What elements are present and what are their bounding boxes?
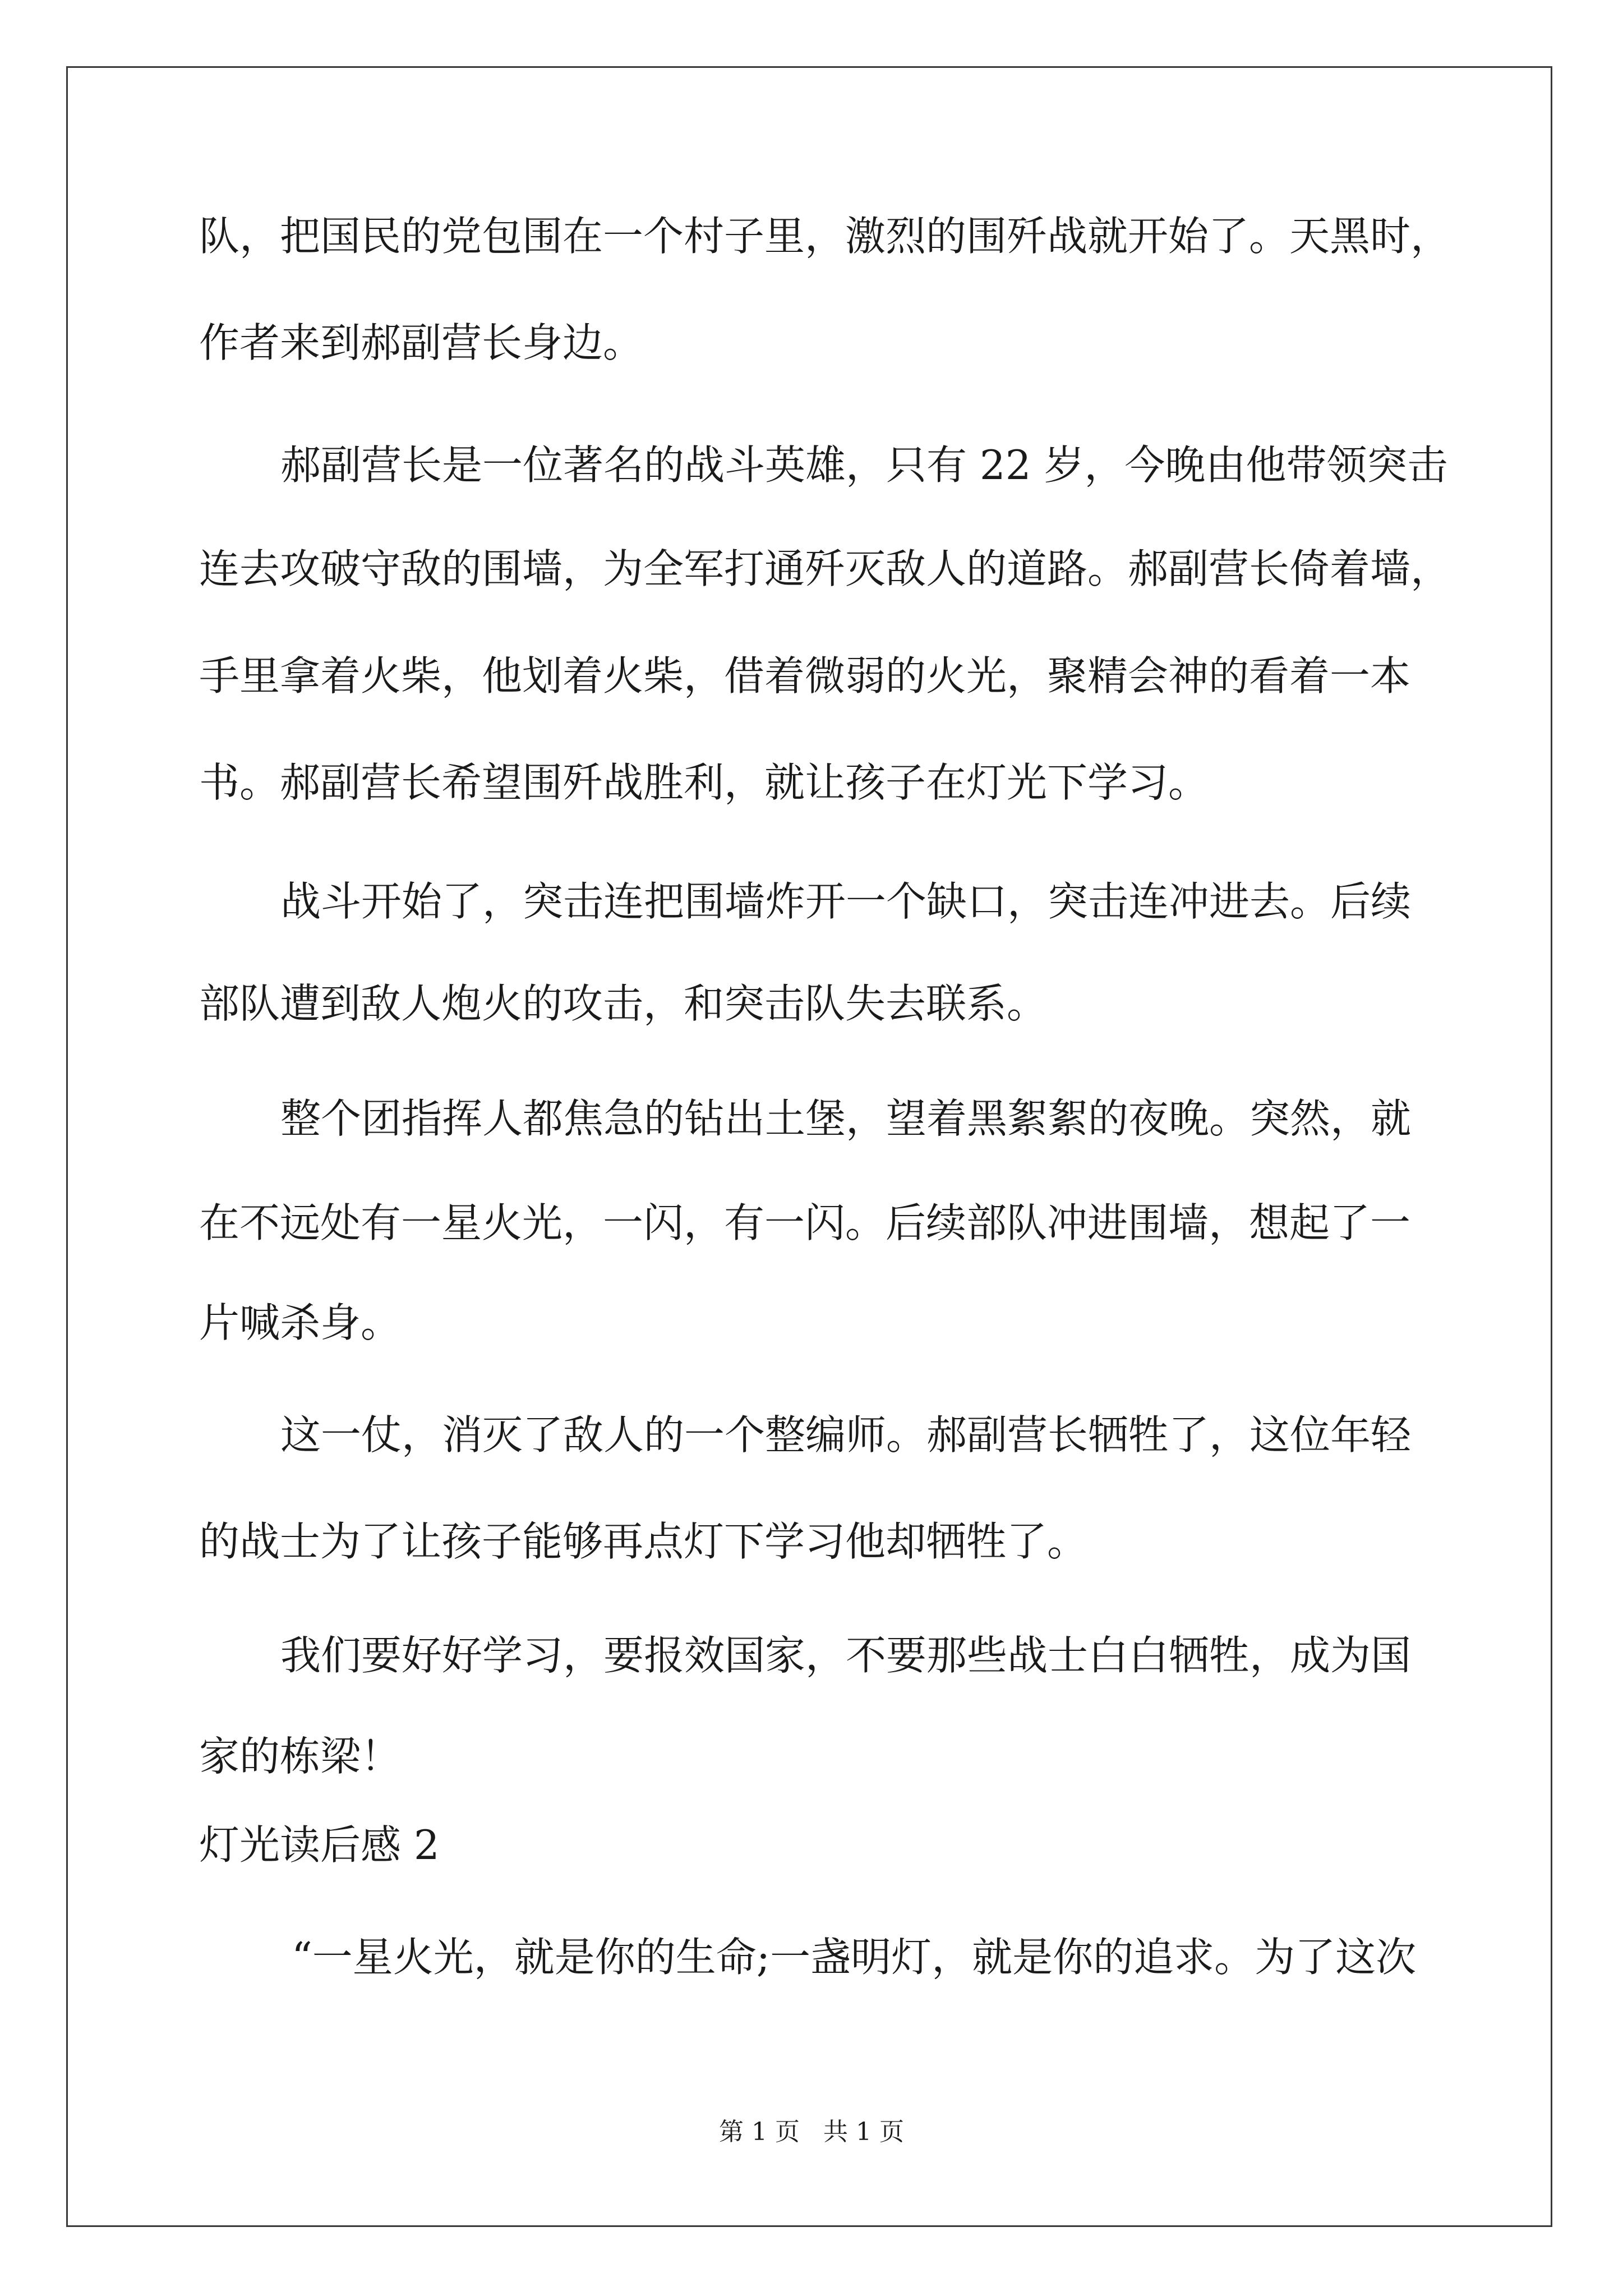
paragraph-line: 整个团指挥人都焦急的钻出土堡，望着黑絮絮的夜晚。突然，就	[280, 1095, 1412, 1142]
paragraph-line: 家的栋梁！	[199, 1733, 402, 1780]
paragraph-line: 战斗开始了，突击连把围墙炸开一个缺口，突击连冲进去。后续	[280, 878, 1412, 925]
quote-line: “一星火光，就是你的生命;一盏明灯，就是你的追求。为了这次	[292, 1934, 1417, 1981]
paragraph-line: 手里拿着火柴，他划着火柴，借着微弱的火光，聚精会神的看着一本	[199, 652, 1411, 700]
paragraph-line: 连去攻破守敌的围墙，为全军打通歼灭敌人的道路。郝副营长倚着墙，	[199, 545, 1451, 592]
paragraph-line: 作者来到郝副营长身边。	[199, 319, 644, 366]
section-title: 灯光读后感 2	[199, 1821, 440, 1869]
paragraph-line: 部队遭到敌人炮火的攻击，和突击队失去联系。	[199, 980, 1048, 1027]
paragraph-line: 队，把国民的党包围在一个村子里，激烈的围歼战就开始了。天黑时，	[199, 213, 1451, 260]
paragraph-line: 这一仗，消灭了敌人的一个整编师。郝副营长牺牲了，这位年轻	[280, 1411, 1412, 1458]
paragraph-line: 我们要好好学习，要报效国家，不要那些战士白白牺牲，成为国	[280, 1632, 1412, 1679]
paragraph-line: 在不远处有一星火光，一闪，有一闪。后续部队冲进围墙，想起了一	[199, 1199, 1411, 1246]
paragraph-line: 书。郝副营长希望围歼战胜利，就让孩子在灯光下学习。	[199, 759, 1209, 806]
paragraph-line: 片喊杀身。	[199, 1299, 402, 1346]
page-footer: 第 1 页 共 1 页	[719, 2118, 904, 2146]
paragraph-line: 郝副营长是一位著名的战斗英雄，只有 22 岁，今晚由他带领突击	[280, 441, 1448, 489]
paragraph-line: 的战士为了让孩子能够再点灯下学习他却牺牲了。	[199, 1518, 1088, 1565]
